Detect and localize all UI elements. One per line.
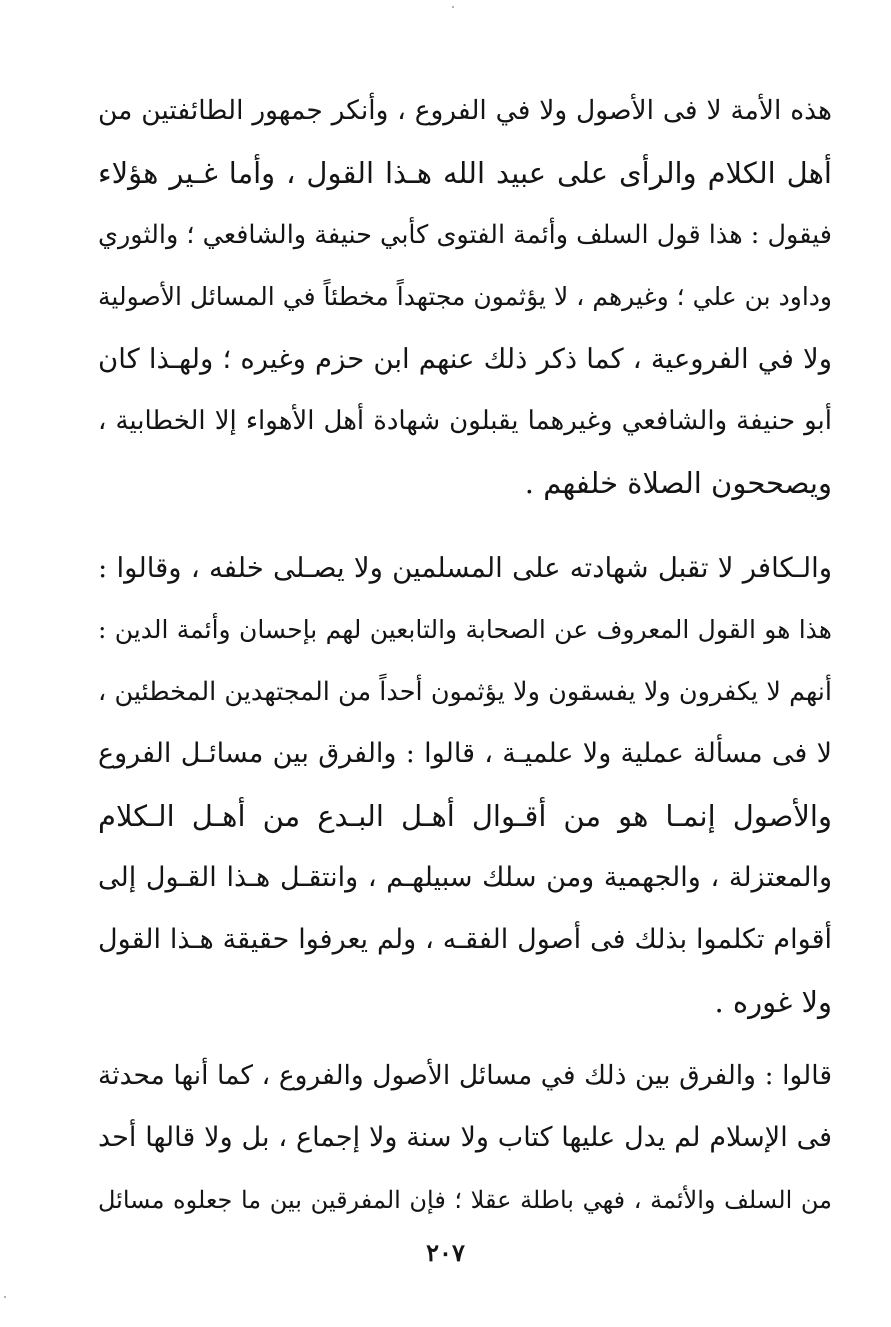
page-number: ٢٠٧ [426, 1238, 465, 1267]
text-line: ويصححون الصلاة خلفهم . [524, 466, 832, 500]
text-line: وداود بن علي ؛ وغيرهم ، لا يؤثمون مجتهداً مخطئاً في المسائل الأصولية [98, 282, 832, 311]
text-line: أقوام تكلموا بذلك فى أصول الفقـه ، ولم يعرفوا حقيقة هـذا القول [98, 924, 832, 955]
text-line: فى الإسلام لم يدل عليها كتاب ولا سنة ولا إجماع ، بل ولا قالها أحد [98, 1122, 832, 1153]
text-line: من السلف والأئمة ، فهي باطلة عقلا ؛ فإن المفرقين بين ما جعلوه مسائل [98, 1186, 832, 1214]
text-line: والأصول إنمـا هو من أقـوال أهـل البـدع من أهـل الـكلام [98, 799, 832, 833]
scan-speck [452, 6, 454, 8]
paragraph-2 [98, 537, 832, 1033]
text-line: أنهم لا يكفرون ولا يفسقون ولا يؤثمون أحداً من المجتهدين المخطئين ، [98, 677, 832, 707]
text-line: ولا غوره . [714, 985, 832, 1019]
text-line: هذا هو القول المعروف عن الصحابة والتابعين لهم بإحسان وأئمة الدين : [98, 615, 832, 644]
text-line: والمعتزلة ، والجهمية ومن سلك سبيلهـم ، وانتقـل هـذا القـول إلى [98, 862, 832, 893]
text-line: ولا في الفروعية ، كما ذكر ذلك عنهم ابن حزم وغيره ؛ ولهـذا كان [98, 343, 832, 375]
paragraph-3 [98, 1045, 832, 1231]
text-line: هذه الأمة لا فى الأصول ولا في الفروع ، وأنكر جمهور الطائفتين من [98, 95, 832, 126]
text-line: قالوا : والفرق بين ذلك في مسائل الأصول والفروع ، كما أنها محدثة [98, 1060, 832, 1091]
text-line: لا فى مسألة عملية ولا علميـة ، قالوا : والفرق بين مسائـل الفروع [98, 738, 832, 769]
text-line: فيقول : هذا قول السلف وأئمة الفتوى كأبي حنيفة والشافعي ؛ والثوري [98, 220, 832, 250]
text-line: أبو حنيفة والشافعي وغيرهما يقبلون شهادة أهل الأهواء إلا الخطابية ، [98, 406, 832, 436]
scan-speck [4, 1296, 6, 1298]
paragraph-1 [98, 80, 832, 514]
text-line: والـكافر لا تقبل شهادته على المسلمين ولا يصـلى خلفه ، وقالوا : [98, 552, 832, 584]
text-line: أهل الكلام والرأى على عبيد الله هـذا القول ، وأما غـير هؤلاء [98, 156, 832, 190]
